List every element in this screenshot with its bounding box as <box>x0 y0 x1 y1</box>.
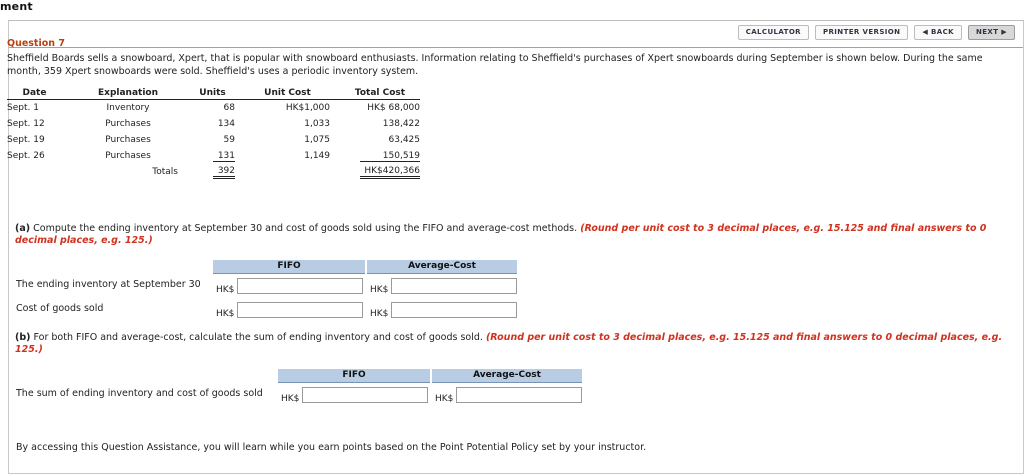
part-a-fifo-header: FIFO <box>213 260 365 274</box>
currency-label: HK$ <box>281 394 300 404</box>
header-total-cost: Total Cost <box>340 87 420 100</box>
cell-units: 134 <box>217 119 235 129</box>
question-title: Question 7 <box>7 38 65 49</box>
cell-total-cost: 138,422 <box>382 119 420 129</box>
part-a-rounding-note: (Round per unit cost to 3 decimal places, e.g. 15.125 and final answers to 0 decimal places, e.g. 125.) <box>15 223 987 246</box>
currency-label: HK$ <box>216 309 235 319</box>
cell-date: Sept. 26 <box>7 151 45 161</box>
part-b-prompt <box>15 332 1005 356</box>
question-content <box>7 38 1007 180</box>
cell-explanation: Purchases <box>105 135 151 145</box>
purchases-table <box>7 87 420 180</box>
totals-label: Totals <box>152 167 178 177</box>
question-text: Sheffield Boards sells a snowboard, Xpert, that is popular with snowboard enthusiasts. Information relating to Sheffield's purchases of Xpert snowboards during September is shown below. During the same month, 359 Xpert snowboards were sold. Sheffield's uses a periodic inventory system. <box>7 53 983 77</box>
cell-total-cost: HK$ 68,000 <box>367 103 420 113</box>
cell-unit-cost: 1,149 <box>304 151 330 161</box>
table-row <box>7 116 420 132</box>
cell-units: 68 <box>223 103 235 113</box>
cell-unit-cost: 1,075 <box>304 135 330 145</box>
part-b-label: (b) <box>15 332 31 343</box>
table-row <box>7 148 420 164</box>
cell-unit-cost: 1,033 <box>304 119 330 129</box>
back-button[interactable]: ◀ BACK <box>914 25 962 40</box>
ending-inventory-fifo-input[interactable] <box>237 278 363 294</box>
totals-units: 392 <box>213 166 235 179</box>
sum-label: The sum of ending inventory and cost of goods sold <box>16 388 263 399</box>
header-unit-cost: Unit Cost <box>245 87 330 100</box>
part-a-prompt <box>15 223 1005 247</box>
part-b-rounding-note: (Round per unit cost to 3 decimal places, e.g. 15.125 and final answers to 0 decimal places, e.g. 125.) <box>15 332 1003 355</box>
table-row <box>7 100 420 117</box>
cell-date: Sept. 19 <box>7 135 45 145</box>
cogs-fifo-input[interactable] <box>237 302 363 318</box>
cell-total-cost: 63,425 <box>388 135 420 145</box>
part-b-text: For both FIFO and average-cost, calculate the sum of ending inventory and cost of goods sold. <box>33 332 483 343</box>
totals-total-cost: HK$420,366 <box>360 166 420 179</box>
cell-explanation: Purchases <box>105 151 151 161</box>
part-a-average-cost-header: Average-Cost <box>367 260 517 274</box>
cell-date: Sept. 12 <box>7 119 45 129</box>
cell-unit-cost: HK$1,000 <box>285 103 330 113</box>
table-totals-row <box>7 164 420 180</box>
ending-inventory-label: The ending inventory at September 30 <box>16 279 201 290</box>
header-date: Date <box>7 87 62 100</box>
ending-inventory-average-cost-input[interactable] <box>391 278 517 294</box>
calculator-button[interactable]: CALCULATOR <box>738 25 809 40</box>
cell-date: Sept. 1 <box>7 103 39 113</box>
part-b-average-cost-header: Average-Cost <box>432 369 582 383</box>
sum-fifo-input[interactable] <box>302 387 428 403</box>
page-heading: ment <box>0 0 33 13</box>
cogs-average-cost-input[interactable] <box>391 302 517 318</box>
cell-units: 131 <box>213 151 235 162</box>
sum-average-cost-input[interactable] <box>456 387 582 403</box>
next-button[interactable]: NEXT ▶ <box>968 25 1015 40</box>
currency-label: HK$ <box>216 285 235 295</box>
cell-units: 59 <box>223 135 235 145</box>
part-b-fifo-header: FIFO <box>278 369 430 383</box>
header-units: Units <box>190 87 235 100</box>
part-a-label: (a) <box>15 223 31 234</box>
currency-label: HK$ <box>370 285 389 295</box>
cell-explanation: Purchases <box>105 119 151 129</box>
table-row <box>7 132 420 148</box>
printer-version-button[interactable]: PRINTER VERSION <box>815 25 908 40</box>
table-header-row <box>7 87 420 100</box>
header-explanation: Explanation <box>78 87 178 100</box>
currency-label: HK$ <box>435 394 454 404</box>
assistance-footer-text: By accessing this Question Assistance, you will learn while you earn points based on the Point Potential Policy set by your instructor. <box>16 442 647 453</box>
part-a-text: Compute the ending inventory at September 30 and cost of goods sold using the FIFO and average-cost methods. <box>33 223 578 234</box>
cell-total-cost: 150,519 <box>360 151 420 162</box>
currency-label: HK$ <box>370 309 389 319</box>
cost-of-goods-sold-label: Cost of goods sold <box>16 303 104 314</box>
cell-explanation: Inventory <box>106 103 150 113</box>
